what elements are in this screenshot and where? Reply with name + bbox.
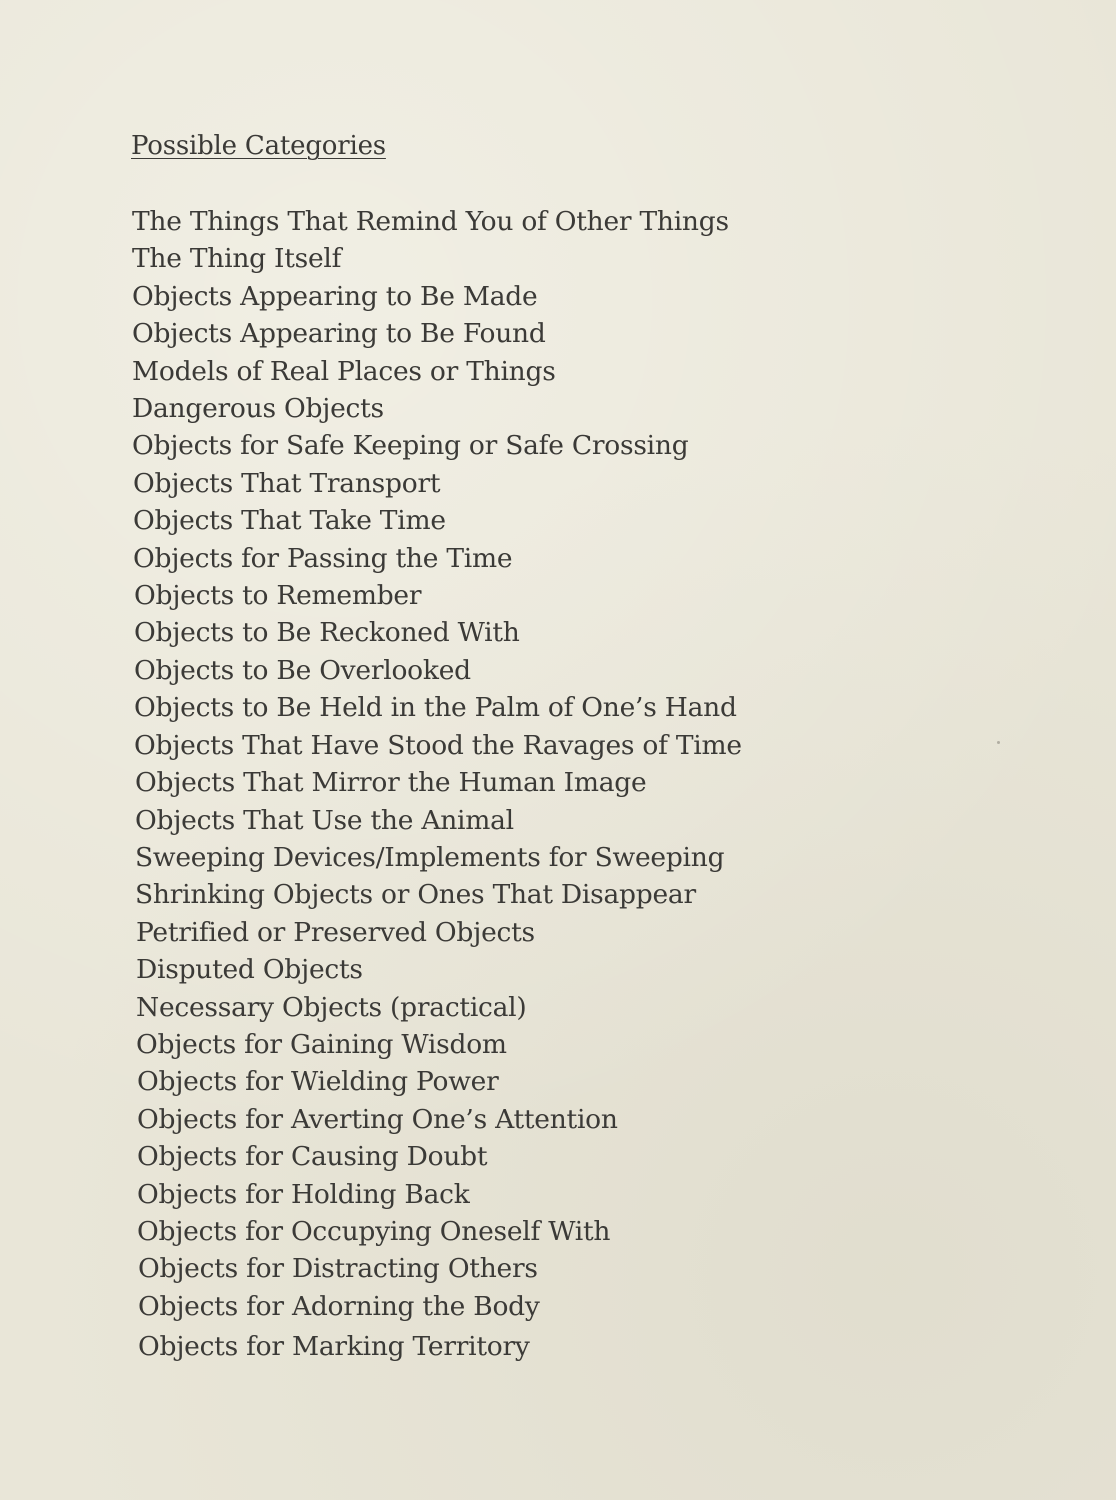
list-item: Objects to Be Held in the Palm of One’s Hand <box>134 692 737 724</box>
list-item: Objects for Averting One’s Attention <box>137 1103 618 1135</box>
list-item: The Thing Itself <box>132 243 342 275</box>
list-item: Objects Appearing to Be Found <box>132 318 546 350</box>
list-item: Objects for Marking Territory <box>138 1331 530 1363</box>
list-item: Objects to Be Reckoned With <box>134 617 520 649</box>
list-item: Objects That Transport <box>133 467 441 499</box>
list-item: Disputed Objects <box>136 954 363 986</box>
list-item: Objects to Be Overlooked <box>134 654 471 686</box>
list-item: Objects to Remember <box>134 580 422 612</box>
list-item: Objects for Wielding Power <box>137 1066 499 1098</box>
list-item: Necessary Objects (practical) <box>136 991 527 1023</box>
list-item: Objects for Adorning the Body <box>138 1290 540 1322</box>
list-item: Objects for Passing the Time <box>133 542 513 574</box>
list-item: The Things That Remind You of Other Things <box>132 206 729 237</box>
list-item: Models of Real Places or Things <box>132 355 556 387</box>
list-item: Objects for Safe Keeping or Safe Crossing <box>132 430 689 462</box>
list-item: Petrified or Preserved Objects <box>136 916 535 948</box>
list-item: Objects for Causing Doubt <box>137 1141 488 1173</box>
list-item: Objects That Use the Animal <box>135 804 514 836</box>
page-title: Possible Categories <box>131 131 386 161</box>
paper-speck <box>997 741 1000 744</box>
list-item: Objects for Gaining Wisdom <box>136 1028 507 1060</box>
list-item: Objects That Have Stood the Ravages of Time <box>134 729 742 761</box>
list-item: Sweeping Devices/Implements for Sweeping <box>135 841 725 873</box>
list-item: Shrinking Objects or Ones That Disappear <box>135 879 696 911</box>
list-item: Objects for Distracting Others <box>138 1253 538 1285</box>
list-item: Dangerous Objects <box>132 393 384 425</box>
list-item: Objects for Holding Back <box>137 1178 470 1210</box>
list-item: Objects Appearing to Be Made <box>132 280 538 312</box>
list-item: Objects That Take Time <box>133 505 446 537</box>
list-item: Objects for Occupying Oneself With <box>137 1215 611 1247</box>
list-item: Objects That Mirror the Human Image <box>135 767 647 799</box>
category-list <box>132 203 742 1366</box>
